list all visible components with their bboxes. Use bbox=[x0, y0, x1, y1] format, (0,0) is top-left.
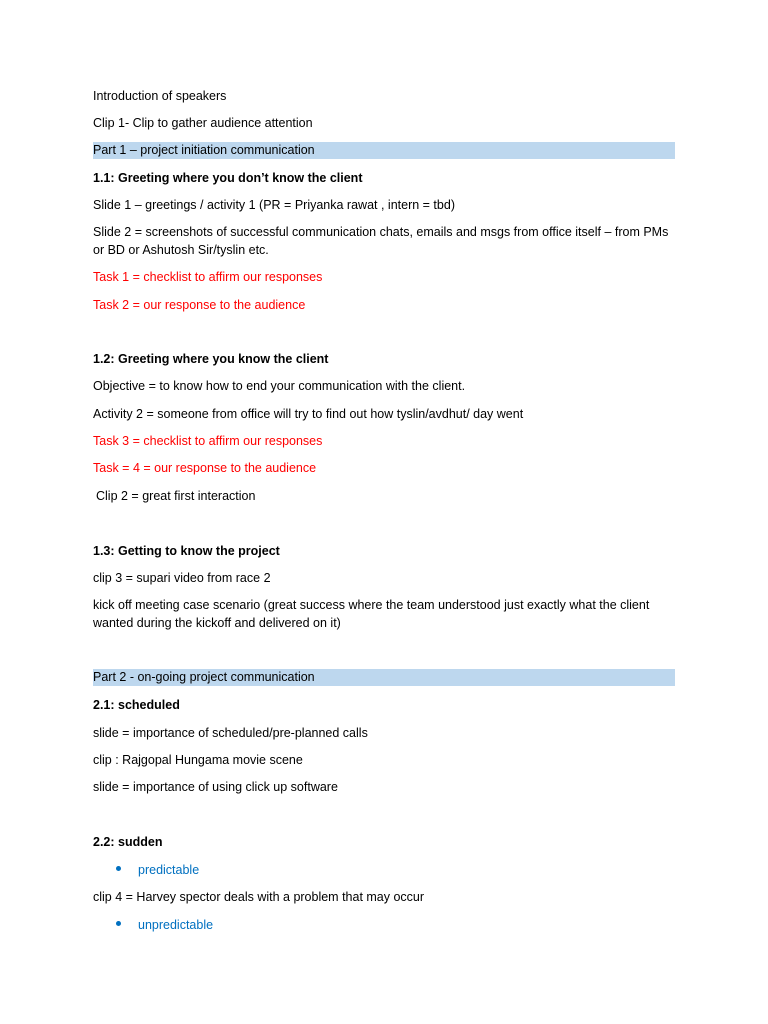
activity2-line: Activity 2 = someone from office will try to find out how tyslin/avdhut/ day went bbox=[93, 407, 524, 421]
part1-header: Part 1 – project initiation communication bbox=[93, 142, 675, 159]
objective-line: Objective = to know how to end your communication with the client. bbox=[93, 379, 466, 393]
slide2-paragraph: Slide 2 = screenshots of successful communication chats, emails and msgs from office itself – from PMs or BD or Ashutosh Sir/tyslin etc. bbox=[93, 225, 669, 257]
clip1-line: Clip 1- Clip to gather audience attention bbox=[93, 116, 313, 130]
task1-line: Task 1 = checklist to affirm our responses bbox=[93, 270, 323, 284]
section-1-1-heading: 1.1: Greeting where you don’t know the client bbox=[93, 171, 363, 185]
section-2-2-heading: 2.2: sudden bbox=[93, 835, 163, 849]
clip4-line: clip 4 = Harvey spector deals with a problem that may occur bbox=[93, 890, 425, 904]
task3-line: Task 3 = checklist to affirm our responses bbox=[93, 434, 323, 448]
slide-scheduled-calls-line: slide = importance of scheduled/pre-planned calls bbox=[93, 726, 368, 740]
clip2-line: Clip 2 = great first interaction bbox=[96, 489, 256, 503]
bullet-dot-icon bbox=[116, 921, 121, 926]
clip-rajgopal-line: clip : Rajgopal Hungama movie scene bbox=[93, 753, 303, 767]
intro-line: Introduction of speakers bbox=[93, 89, 227, 103]
bullet-unpredictable-label: unpredictable bbox=[138, 918, 214, 932]
bullet-predictable bbox=[116, 861, 199, 879]
bullet-unpredictable bbox=[116, 916, 213, 934]
section-2-1-heading: 2.1: scheduled bbox=[93, 698, 180, 712]
section-1-3-heading: 1.3: Getting to know the project bbox=[93, 544, 280, 558]
bullet-dot-icon bbox=[116, 866, 121, 871]
section-1-2-heading: 1.2: Greeting where you know the client bbox=[93, 352, 329, 366]
clip3-line: clip 3 = supari video from race 2 bbox=[93, 571, 271, 585]
bullet-predictable-label: predictable bbox=[138, 863, 200, 877]
slide-clickup-line: slide = importance of using click up software bbox=[93, 780, 338, 794]
task4-line: Task = 4 = our response to the audience bbox=[93, 461, 317, 475]
slide1-line: Slide 1 – greetings / activity 1 (PR = Priyanka rawat , intern = tbd) bbox=[93, 198, 455, 212]
part2-header: Part 2 - on-going project communication bbox=[93, 669, 675, 686]
task2-line: Task 2 = our response to the audience bbox=[93, 298, 306, 312]
kickoff-paragraph: kick off meeting case scenario (great success where the team understood just exactly what the client wanted during the kickoff and delivered on it) bbox=[93, 598, 650, 630]
